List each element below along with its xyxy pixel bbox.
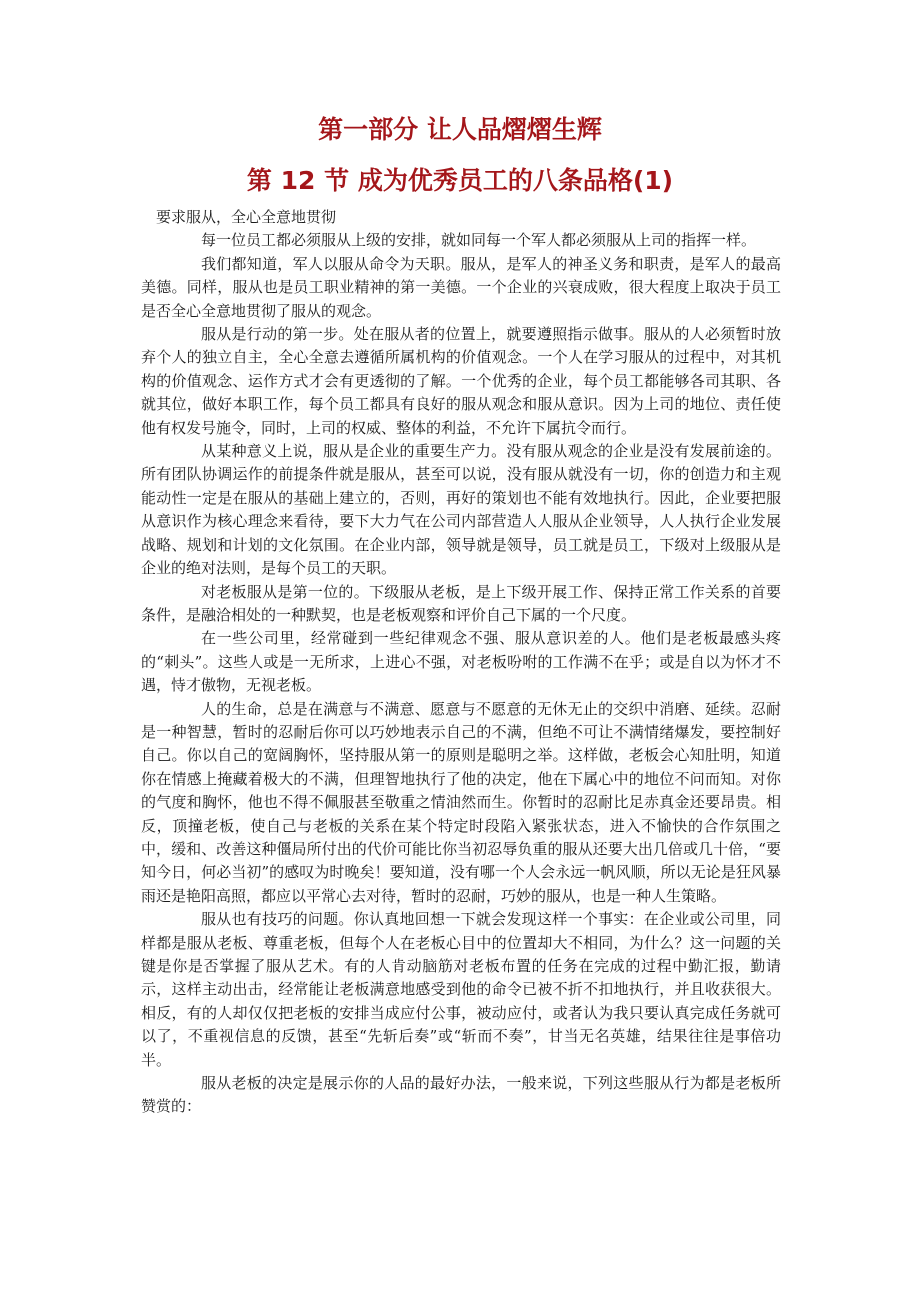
- part-title: 第一部分 让人品熠熠生辉: [318, 115, 602, 144]
- document-body: [141, 206, 781, 1119]
- paragraph: 在一些公司里，经常碰到一些纪律观念不强、服从意识差的人。他们是老板最感头疼的“刺头”。这些人或是一无所求，上进心不强，对老板吩咐的工作满不在乎；或是自以为怀才不遇，恃才傲物，无视老板。: [141, 629, 781, 695]
- paragraph: 服从也有技巧的问题。你认真地回想一下就会发现这样一个事实：在企业或公司里，同样都是服从老板、尊重老板，但每个人在老板心目中的位置却大不相同，为什么？这一问题的关键是你是否掌握了服从艺术。有的人肯动脑筋对老板布置的任务在完成的过程中勤汇报，勤请示，这样主动出击，经常能让老板满意地感受到他的命令已被不折不扣地执行，并且收获很大。相反，有的人却仅仅把老板的安排当成应付公事，被动应付，或者认为我只要认真完成任务就可以了，不重视信息的反馈，甚至“先斩后奏”或“斩而不奏”，甘当无名英雄，结果往往是事倍功半。: [141, 910, 781, 1069]
- paragraph: 从某种意义上说，服从是企业的重要生产力。没有服从观念的企业是没有发展前途的。所有团队协调运作的前提条件就是服从，甚至可以说，没有服从就没有一切，你的创造力和主观能动性一定是在服从的基础上建立的，否则，再好的策划也不能有效地执行。因此，企业要把服从意识作为核心理念来看待，要下大力气在公司内部营造人人服从企业领导，人人执行企业发展战略、规划和计划的文化氛围。在企业内部，领导就是领导，员工就是员工，下级对上级服从是企业的绝对法则，是每个员工的天职。: [141, 442, 781, 578]
- paragraph: 我们都知道，军人以服从命令为天职。服从，是军人的神圣义务和职责，是军人的最高美德。同样，服从也是员工职业精神的第一美德。一个企业的兴衰成败，很大程度上取决于员工是否全心全意地贯彻了服从的观念。: [141, 254, 781, 320]
- section-title: 第 12 节 成为优秀员工的八条品格(1): [246, 166, 674, 195]
- paragraph: 服从是行动的第一步。处在服从者的位置上，就要遵照指示做事。服从的人必须暂时放弃个人的独立自主，全心全意去遵循所属机构的价值观念。一个人在学习服从的过程中，对其机构的价值观念、运作方式才会有更透彻的了解。一个优秀的企业，每个员工都能够各司其职、各就其位，做好本职工作，每个员工都具有良好的服从观念和服从意识。因为上司的地位、责任使他有权发号施令，同时，上司的权威、整体的利益，不允许下属抗令而行。: [141, 325, 781, 437]
- paragraph: 人的生命，总是在满意与不满意、愿意与不愿意的无休无止的交织中消磨、延续。忍耐是一种智慧，暂时的忍耐后你可以巧妙地表示自己的不满，但绝不可让不满情绪爆发，要控制好自己。你以自己的宽阔胸怀，坚持服从第一的原则是聪明之举。这样做，老板会心知肚明，知道你在情感上掩藏着极大的不满，但理智地执行了他的决定，他在下属心中的地位不问而知。对你的气度和胸怀，他也不得不佩服甚至敬重之情油然而生。你暂时的忍耐比足赤真金还要昂贵。相反，顶撞老板，使自己与老板的关系在某个特定时段陷入紧张状态，进入不愉快的合作氛围之中，缓和、改善这种僵局所付出的代价可能比你当初忍辱负重的服从还要大出几倍或几十倍，“要知今日，何必当初”的感叹为时晚矣！要知道，没有哪一个人会永远一帆风顺，所以无论是狂风暴雨还是艳阳高照，都应以平常心去对待，暂时的忍耐，巧妙的服从，也是一种人生策略。: [141, 699, 781, 905]
- lead-heading: 要求服从，全心全意地贯彻: [156, 208, 337, 226]
- paragraph: 每一位员工都必须服从上级的安排，就如同每一个军人都必须服从上司的指挥一样。: [201, 231, 757, 250]
- paragraph: 服从老板的决定是展示你的人品的最好办法，一般来说，下列这些服从行为都是老板所赞赏的：: [141, 1074, 781, 1116]
- paragraph: 对老板服从是第一位的。下级服从老板，是上下级开展工作、保持正常工作关系的首要条件，是融洽相处的一种默契，也是老板观察和评价自己下属的一个尺度。: [141, 582, 781, 624]
